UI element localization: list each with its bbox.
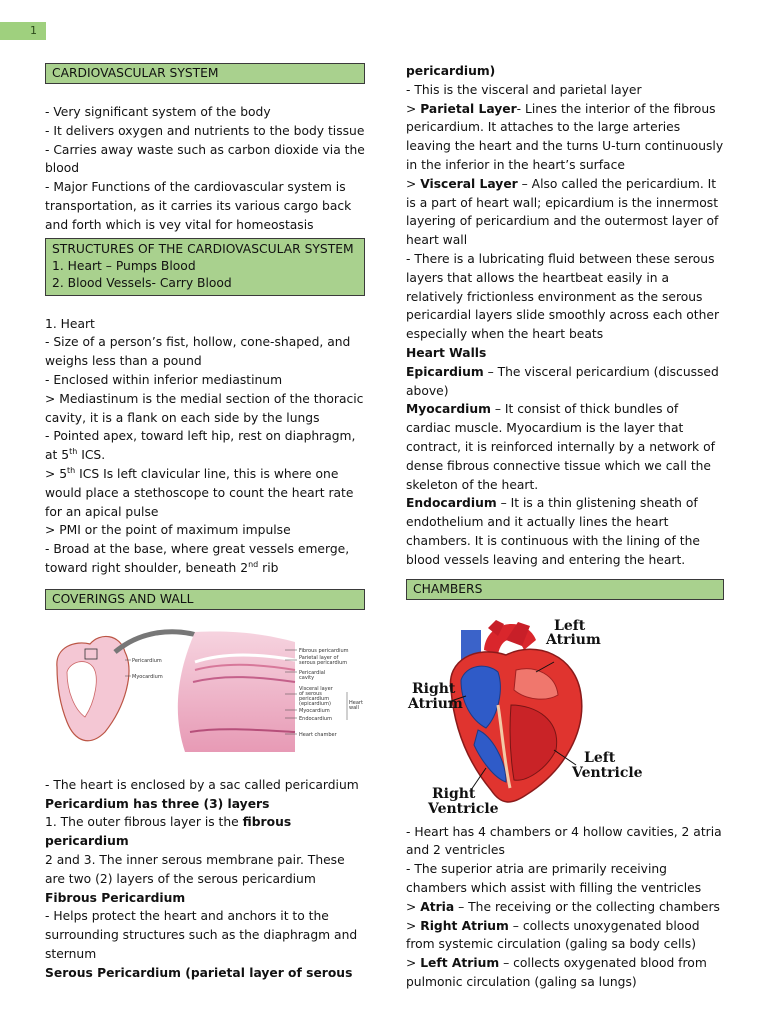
intro-line: - Carries away waste such as carbon dioxide via the blood xyxy=(45,142,365,176)
epicardium-line: Epicardium – The visceral pericardium (discussed above) xyxy=(406,364,719,398)
intro-line: - Major Functions of the cardiovascular system is transportation, as it carries its various cargo back and forth which is vey vital for homeostasis xyxy=(45,180,352,232)
atria-line: > Atria – The receiving or the collecting chambers xyxy=(406,899,720,914)
serous-heading: Serous Pericardium (parietal layer of serous xyxy=(45,965,353,980)
section-heading-structures xyxy=(45,238,365,296)
heart-title: 1. Heart xyxy=(45,316,95,331)
right-column xyxy=(406,62,724,992)
visceral-layer-line: > Visceral Layer – Also called the pericardium. It is a part of heart wall; epicardium is the innermost layering of pericardium and the outermost layer of heart wall xyxy=(406,176,719,248)
chambers-line: - Heart has 4 chambers or 4 hollow cavities, 2 atria and 2 ventricles xyxy=(406,824,722,858)
ics-line: > 5th ICS Is left clavicular line, this is where one would place a stethoscope to count the heart rate for an apical pulse xyxy=(45,465,354,519)
fig-label-heart-chamber: Heart chamber xyxy=(299,731,337,738)
fig-label-parietal: Parietal layer of xyxy=(299,654,339,661)
heart-chambers-figure xyxy=(406,610,724,822)
atria-receiving-line: - The superior atria are primarily receiving chambers which assist with filling the ventricles xyxy=(406,862,702,895)
section-heading-chambers: CHAMBERS xyxy=(406,579,724,600)
fibrous-heading: Fibrous Pericardium xyxy=(45,890,186,905)
label-right-atrium: Right xyxy=(412,680,456,697)
right-atrium-line: > Right Atrium – collects unoxygenated blood from systemic circulation (galing sa body cells) xyxy=(406,918,700,952)
left-column xyxy=(45,62,365,983)
heart-point: - Size of a person’s fist, hollow, cone-shaped, and weighs less than a pound xyxy=(45,335,351,369)
heart-point: > Mediastinum is the medial section of the thoracic cavity, it is a flank on each side by the lungs xyxy=(45,391,364,425)
myocardium-line: Myocardium – It consist of thick bundles of cardiac muscle. Myocardium is the layer that contract, it is reinforced internally by a network of dense fibrous connective tissue which we call the skeleton of the heart. xyxy=(406,402,715,492)
page-number: 1 xyxy=(0,22,46,40)
lubricating-line: - There is a lubricating fluid between these serous layers that allows the heartbeat easily in a relatively frictionless environment as the serous pericardial layers slide smoothly across each other especially when the heart beats xyxy=(406,251,720,342)
structures-item-vessels: 2. Blood Vessels- Carry Blood xyxy=(52,275,232,290)
structures-title: STRUCTURES OF THE CARDIOVASCULAR SYSTEM xyxy=(52,241,354,256)
label-right-ventricle-2: Ventricle xyxy=(428,800,499,817)
fig-label-cavity: Pericardial xyxy=(299,669,326,676)
label-left-ventricle: Left xyxy=(584,749,616,766)
fig-label-fibrous: Fibrous pericardium xyxy=(299,647,349,654)
fig-label-endocardium: Endocardium xyxy=(299,715,332,722)
section-heading-coverings: COVERINGS AND WALL xyxy=(45,589,365,610)
fig-label-parietal-2: serous pericardium xyxy=(299,659,348,666)
label-left-atrium: Left xyxy=(554,617,586,634)
endocardium-line: Endocardium – It is a thin glistening sheath of endothelium and it actually lines the heart chambers. It is continuous with the lining of the blood vessels leaving and entering the heart. xyxy=(406,496,700,567)
label-right-atrium-2: Atrium xyxy=(408,695,463,712)
label-right-ventricle: Right xyxy=(432,785,476,802)
serous-heading-cont: pericardium) xyxy=(406,64,496,78)
label-left-atrium-2: Atrium xyxy=(546,631,601,648)
pmi-line: > PMI or the point of maximum impulse xyxy=(45,523,291,538)
fig-label-heart-wall-2: wall xyxy=(349,704,359,711)
left-atrium-line: > Left Atrium – collects oxygenated blood from pulmonic circulation (galing sa lungs) xyxy=(406,956,707,989)
fig-label-visceral-2: of serous xyxy=(299,690,322,697)
heart-point: - Enclosed within inferior mediastinum xyxy=(45,372,283,387)
fig-label-visceral: Visceral layer xyxy=(299,685,333,692)
fig-label-myocardium: Myocardium xyxy=(132,673,163,680)
fibrous-text: - Helps protect the heart and anchors it to the surrounding structures such as the diaphragm and sternum xyxy=(45,909,358,961)
enclosed-line: - The heart is enclosed by a sac called pericardium xyxy=(45,777,359,792)
fig-label-myocardium-2: Myocardium xyxy=(299,707,330,714)
outer-layer-line: 1. The outer fibrous layer is the fibrous pericardium xyxy=(45,815,292,849)
fig-label-visceral-4: (epicardium) xyxy=(299,700,331,707)
pericardium-layers-figure xyxy=(45,622,361,762)
fig-label-cavity-2: cavity xyxy=(299,674,315,681)
apex-line: - Pointed apex, toward left hip, rest on diaphragm, at 5th ICS. xyxy=(45,429,356,463)
base-line: - Broad at the base, where great vessels emerge, toward right shoulder, beneath 2nd rib xyxy=(45,542,350,575)
inner-layer-line: 2 and 3. The inner serous membrane pair. These are two (2) layers of the serous pericardium xyxy=(45,852,345,886)
visceral-parietal-line: - This is the visceral and parietal layer xyxy=(406,82,642,97)
heart-walls-heading: Heart Walls xyxy=(406,345,487,360)
intro-line: - It delivers oxygen and nutrients to the body tissue xyxy=(45,123,365,138)
label-left-ventricle-2: Ventricle xyxy=(572,764,643,781)
fig-label-heart-wall: Heart xyxy=(349,699,363,706)
parietal-layer-line: > Parietal Layer- Lines the interior of the fibrous pericardium. It attaches to the large arteries leaving the heart and the turns U-turn continuously in the inferior in the heart’s surface xyxy=(406,101,724,172)
fig-label-pericardium: Pericardium xyxy=(132,657,162,664)
fig-label-visceral-3: pericardium xyxy=(299,695,330,702)
three-layers-heading: Pericardium has three (3) layers xyxy=(45,796,270,811)
structures-item-heart: 1. Heart – Pumps Blood xyxy=(52,258,196,273)
intro-line: - Very significant system of the body xyxy=(45,105,271,119)
section-heading-cardiovascular: CARDIOVASCULAR SYSTEM xyxy=(45,63,365,84)
